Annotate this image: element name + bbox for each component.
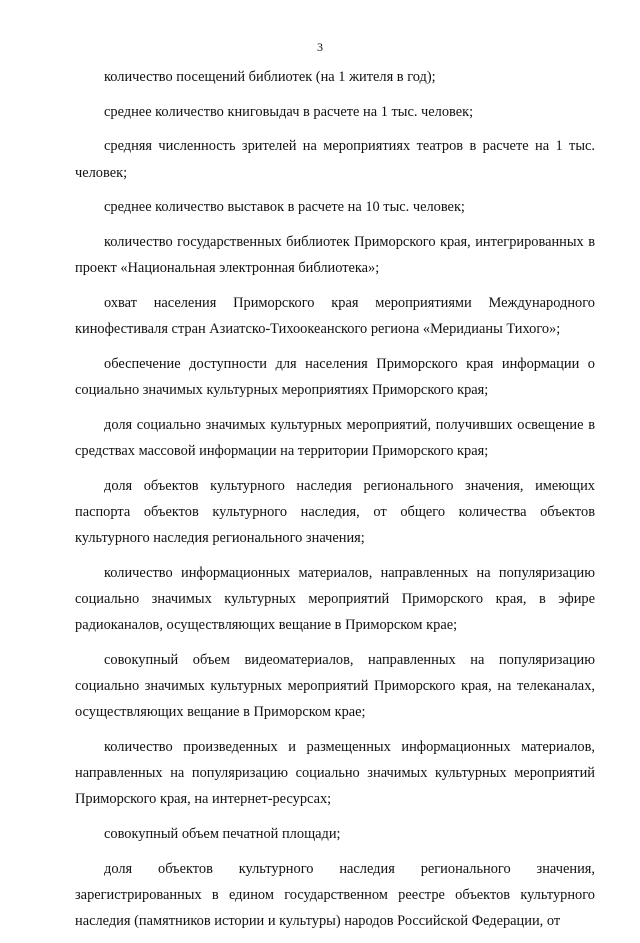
paragraph-library-visits: количество посещений библиотек (на 1 жителя в год); (104, 69, 436, 85)
paragraph-radio-materials: количество информационных материалов, направленных на популяризацию социально значимых культурных мероприятий Приморского края, в эфире радиоканалов, осуществляющих вещание в Приморском крае; (75, 564, 595, 634)
paragraph-media-coverage: доля социально значимых культурных мероприятий, получивших освещение в средствах массовой информации на территории Приморского края; (75, 416, 595, 459)
page-number: 3 (317, 40, 323, 54)
paragraph-internet-materials: количество произведенных и размещенных информационных материалов, направленных на популяризацию социально значимых культурных мероприятий Приморского края, на интернет-ресурсах; (75, 738, 595, 808)
paragraph-film-festival: охват населения Приморского края мероприятиями Международного кинофестиваля стран Азиатско-Тихоокеанского региона «Меридианы Тихого»; (75, 294, 595, 338)
paragraph-print-area: совокупный объем печатной площади; (104, 826, 341, 843)
paragraph-information-access: обеспечение доступности для населения Приморского края информации о социально значимых культурных мероприятиях Приморского края; (75, 355, 595, 399)
paragraph-exhibitions: среднее количество выставок в расчете на 10 тыс. человек; (104, 199, 465, 216)
paragraph-digital-library: количество государственных библиотек Приморского края, интегрированных в проект «Национальная электронная библиотека»; (75, 234, 595, 277)
paragraph-theatre-audience: средняя численность зрителей на мероприятиях театров в расчете на 1 тыс. человек; (75, 138, 595, 181)
paragraph-heritage-registry: доля объектов культурного наследия регионального значения, зарегистрированных в едином государственном реестре объектов культурного наследия (памятников истории и культуры) народов Российской Федерации, от (75, 860, 595, 930)
document-body (75, 64, 595, 943)
paragraph-heritage-passports: доля объектов культурного наследия регионального значения, имеющих паспорта объектов культурного наследия, от общего количества объектов культурного наследия регионального значения; (75, 477, 595, 547)
paragraph-tv-video: совокупный объем видеоматериалов, направленных на популяризацию социально значимых культурных мероприятий Приморского края, на телеканалах, осуществляющих вещание в Приморском крае; (75, 651, 595, 721)
paragraph-book-loans: среднее количество книговыдач в расчете на 1 тыс. человек; (104, 103, 474, 120)
